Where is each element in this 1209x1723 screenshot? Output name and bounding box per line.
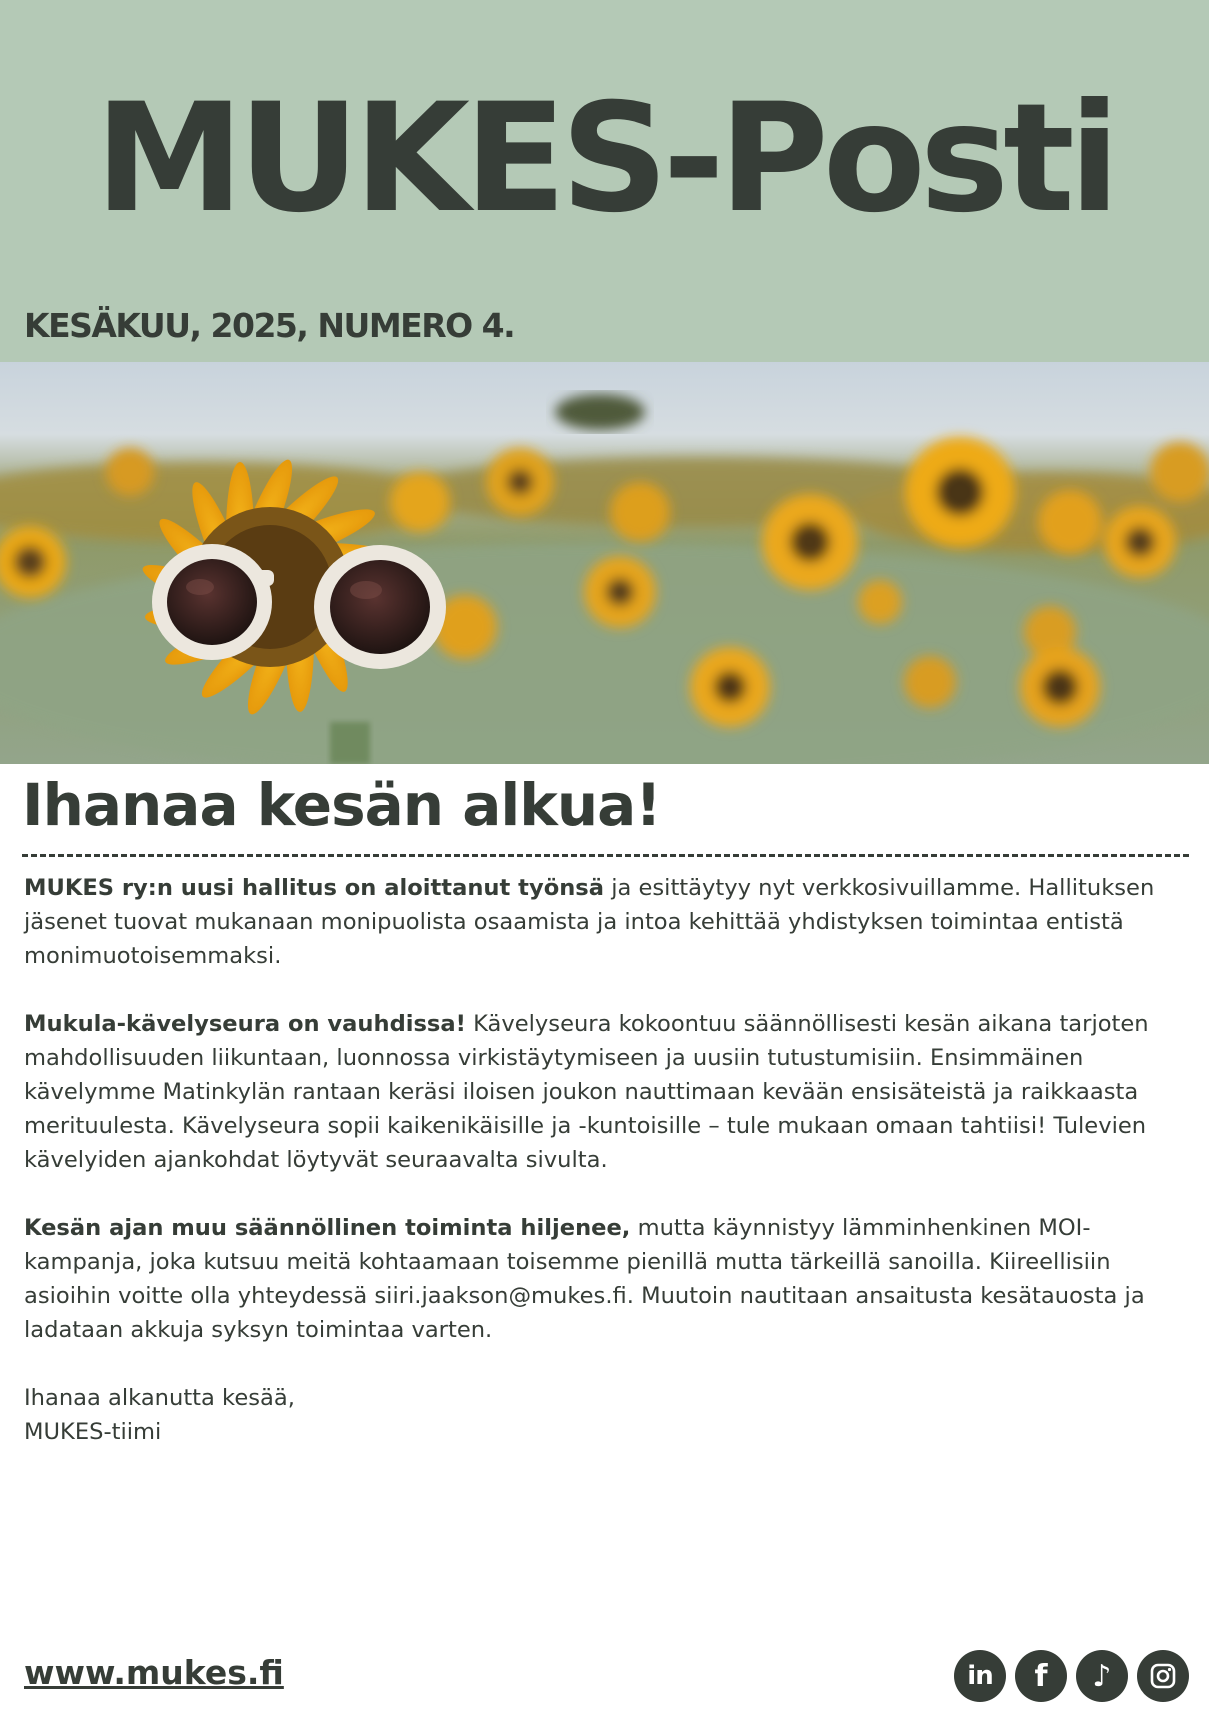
paragraph-lead: MUKES ry:n uusi hallitus on aloittanut työnsä — [24, 875, 605, 901]
facebook-icon: f — [1034, 1658, 1048, 1694]
instagram-icon — [1149, 1662, 1177, 1690]
website-link[interactable]: www.mukes.fi — [24, 1653, 284, 1692]
paragraph-lead: Kesän ajan muu säännöllinen toiminta hiljenee, — [24, 1215, 631, 1241]
linkedin-button[interactable] — [954, 1650, 1006, 1702]
instagram-button[interactable] — [1137, 1650, 1189, 1702]
article-body — [24, 871, 1184, 1449]
paragraph-summer-break — [24, 1211, 1184, 1347]
signoff-team: MUKES-tiimi — [24, 1419, 162, 1445]
header-band — [0, 0, 1209, 362]
paragraph-text: ja esittäytyy nyt verkkosivuillamme. Hallituksen jäsenet tuovat mukanaan monipuolista osaamista ja intoa kehittää yhdistyksen toimintaa entistä monimuotoisemmaksi. — [24, 875, 1155, 969]
sunflower-field-photo — [0, 362, 1209, 764]
paragraph-text: Kävelyseura kokoontuu säännöllisesti kesän aikana tarjoten mahdollisuuden liikuntaan, luonnossa virkistäytymiseen ja uusiin tutustumisiin. Ensimmäinen kävelymme Matinkylän rantaan keräsi iloisen joukon nauttimaan kevään ensisäteistä ja raikkaasta merituulesta. Kävelyseura sopii kaikenikäisille ja -kuntoisille – tule mukaan omaan tahtiisi! Tulevien kävelyiden ajankohdat löytyvät seuraavalta sivulta. — [24, 1011, 1149, 1173]
paragraph-board — [24, 871, 1184, 973]
dashed-divider — [22, 854, 1189, 857]
paragraph-lead: Mukula-kävelyseura on vauhdissa! — [24, 1011, 466, 1037]
paragraph-text: mutta käynnistyy lämminhenkinen MOI-kampanja, joka kutsuu meitä kohtaamaan toisemme pienillä mutta tärkeillä sanoilla. Kiireellisiin asioihin voitte olla yhteydessä siiri.jaakson@mukes.fi. Muutoin nautitaan ansaitusta kesätauosta ja ladataan akkuja syksyn toimintaa varten. — [24, 1215, 1145, 1343]
signoff — [24, 1381, 1184, 1449]
facebook-button[interactable] — [1015, 1650, 1067, 1702]
issue-line: KESÄKUU, 2025, NUMERO 4. — [24, 306, 515, 345]
masthead-title: MUKES-Posti — [94, 72, 1115, 246]
hero-image — [0, 362, 1209, 764]
tiktok-button[interactable] — [1076, 1650, 1128, 1702]
tiktok-icon: ♪ — [1092, 1658, 1112, 1694]
paragraph-walking-club — [24, 1007, 1184, 1177]
article-headline: Ihanaa kesän alkua! — [22, 771, 661, 839]
signoff-greeting: Ihanaa alkanutta kesää, — [24, 1385, 295, 1411]
linkedin-icon: in — [967, 1661, 993, 1691]
